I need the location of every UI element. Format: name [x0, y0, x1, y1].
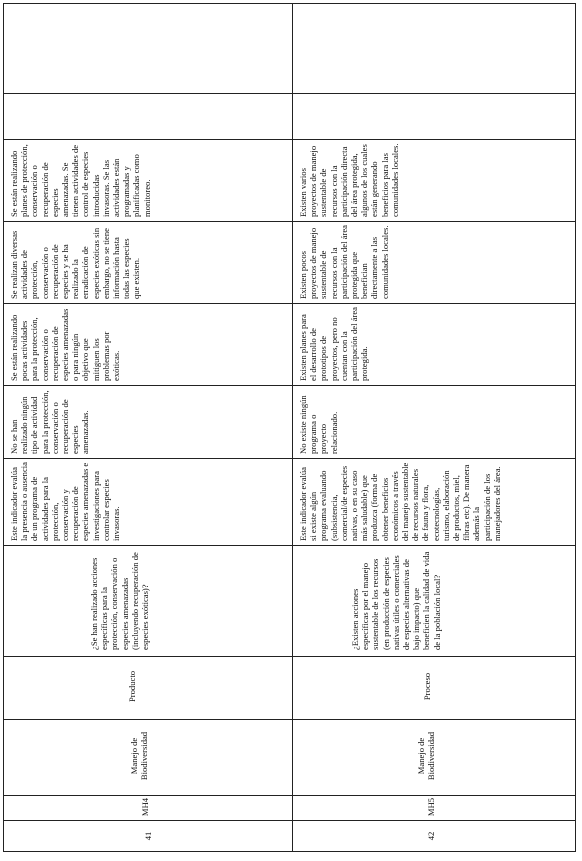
- col-divider-7: [3, 545, 576, 546]
- col-divider-4: [3, 303, 576, 304]
- row42-level2-text: No existe ningún programa o proyecto relacionado.: [298, 395, 339, 454]
- row41-level2-text: No se han realizado ningún tipo de actividad para la protección, conservación o recuperación de especies amenazadas.: [9, 390, 91, 454]
- row-divider: [292, 3, 293, 852]
- row42-code-text: MH5: [426, 797, 436, 817]
- row41-number: [5, 822, 290, 850]
- row41-question-text: ¿Se han realizado acciones específicas para la protección, conservación o especies amenazadas (incluyendo recuperación de especies exóticas)?: [89, 552, 151, 650]
- row42-level5: [294, 141, 574, 219]
- row42-level3-text: Existen planes para el desarrollo de prototipos de proyectos, pero no cuentan con la participación del área protegida.: [298, 307, 370, 381]
- row41-level5: [5, 141, 290, 219]
- col-divider-11: [3, 820, 576, 821]
- row42-question: [294, 547, 574, 654]
- row41-question: [5, 547, 290, 654]
- row42-type: [294, 658, 574, 717]
- row41-dimension-text: Manejo de Biodiversidad: [129, 731, 150, 781]
- col-divider-10: [3, 795, 576, 796]
- row41-level4-text: Se realizan diversas actividades de protección, conservación o recuperación de especies y se ha realizado la erradicación de especies exóticas sin embargo, no se tiene información hasta todas las especies que existen.: [9, 227, 142, 299]
- row41-level4: [5, 223, 290, 301]
- row41-level3-text: Se están realizando pocas actividades para la protección, conservación o recuperación de especies amenazadas o para ningún objetivo que mitiguen los problemas por exóticas.: [9, 308, 122, 381]
- row42-level3: [294, 305, 574, 383]
- row41-level1: [5, 460, 290, 543]
- row41-dimension: [5, 721, 290, 793]
- row42-level4: [294, 223, 574, 301]
- row42-level1: [294, 460, 574, 543]
- row42-level2: [294, 387, 574, 456]
- row41-level2: [5, 387, 290, 456]
- row42-level5-text: Existen varios proyectos de manejo sustentable de recursos con la participación directa del área protegida, algunos de los cuales están generando beneficios para las comunidades locales.: [298, 143, 400, 217]
- row42-level4-text: Existen pocos proyectos de manejo sustentable de recursos con la participación del área protegida que benefician directamente a las comunidades locales.: [298, 225, 390, 299]
- col-divider-3: [3, 221, 576, 222]
- col-divider-2: [3, 139, 576, 140]
- row41-level5-text: Se están realizando planes de protección, conservación o recuperación de especies amenazadas. Se tienen actividades de control de especies introducidas invasoras. Se las actividades están programadas y planificadas como monitoreo.: [9, 144, 152, 217]
- row41-number-text: 41: [143, 831, 153, 841]
- row42-type-text: Proceso: [422, 672, 432, 701]
- row41-level3: [5, 305, 290, 383]
- row42-number-text: 42: [426, 831, 436, 841]
- row41-level1-text: Este indicador evalúa la presencia o ausencia de un programa de actividades para la protección, conservación y recuperación de especies amenazadas e investigaciones para controlar especies invasoras.: [9, 462, 122, 541]
- col-divider-8: [3, 656, 576, 657]
- col-divider-9: [3, 719, 576, 720]
- row42-dimension: [294, 721, 574, 793]
- row42-question-text: ¿Existen acciones específicas por el manejo sustentable de los recursos (en producción de especies nativas útiles o comerciales de especies alternativas de bajo impacto) que beneficien la calidad de vida de la población local?: [350, 551, 442, 650]
- row42-dimension-text: Manejo de Biodiversidad: [416, 731, 437, 781]
- row41-type-text: Producto: [127, 670, 137, 703]
- row42-level1-text: Este indicador evalúa si existe algún programa evaluando (subsistencia, comercial/de especies nativas, o en su caso más saludable) que produzca (forma de obtener beneficios económicos a través del manejo sustentable de recursos naturales de fauna y flora, ecotecnologías, turismo, elaboración de productos, miel, fibras etc). De manera además la participación de los manejadores del área.: [298, 462, 502, 541]
- row41-code: [5, 797, 290, 818]
- row41-type: [5, 658, 290, 717]
- col-divider-1: [3, 93, 576, 94]
- row42-code: [294, 797, 574, 818]
- row42-number: [294, 822, 574, 850]
- row41-code-text: MH4: [140, 797, 150, 817]
- col-divider-5: [3, 385, 576, 386]
- col-divider-6: [3, 458, 576, 459]
